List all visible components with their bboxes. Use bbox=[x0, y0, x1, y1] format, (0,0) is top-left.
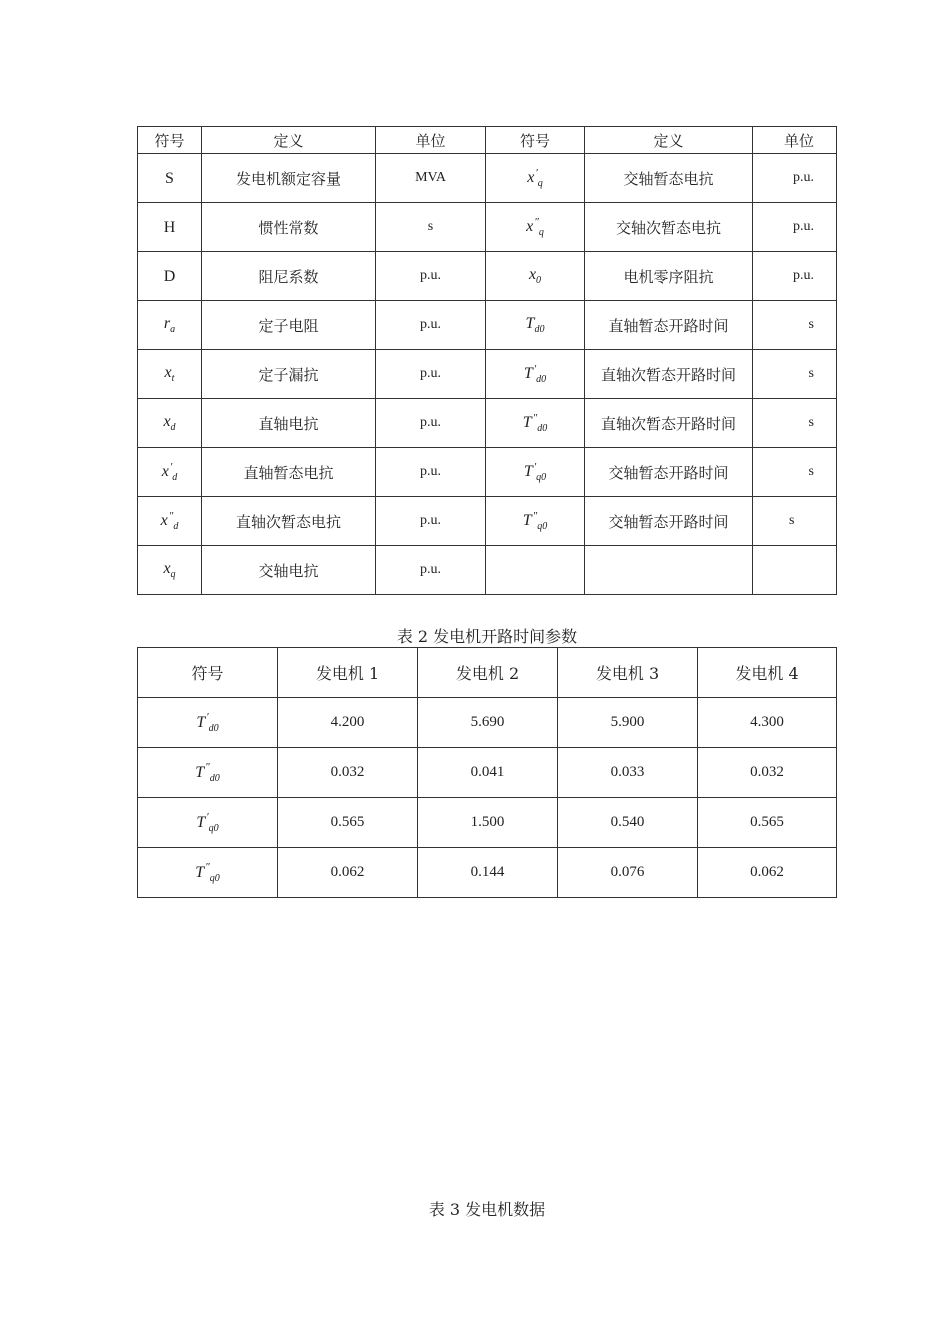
value-cell-generator-3: 0.076 bbox=[558, 848, 698, 898]
symbol-base: T bbox=[196, 713, 206, 731]
math-symbol bbox=[161, 460, 178, 484]
definition-cell: 直轴次暂态电抗 bbox=[202, 497, 376, 546]
symbol-cell bbox=[138, 154, 202, 203]
symbol-cell bbox=[138, 848, 278, 898]
math-symbol bbox=[164, 364, 175, 385]
symbol-cell bbox=[138, 546, 202, 595]
unit-cell bbox=[753, 546, 837, 595]
unit-cell: s bbox=[753, 399, 837, 448]
math-symbol bbox=[525, 315, 545, 336]
math-symbol bbox=[163, 315, 176, 336]
unit-cell: p.u. bbox=[753, 252, 837, 301]
value-cell-generator-3: 0.033 bbox=[558, 748, 698, 798]
header-definition: 定义 bbox=[585, 127, 753, 154]
symbol-cell bbox=[138, 203, 202, 252]
header-generator-3: 发电机 3 bbox=[558, 648, 698, 698]
symbol-subscript: q bbox=[538, 227, 544, 239]
symbol-base: x bbox=[164, 364, 172, 382]
symbol-cell bbox=[486, 399, 585, 448]
symbol-base: D bbox=[163, 267, 176, 285]
table-row bbox=[138, 798, 837, 848]
symbol-base: r bbox=[163, 315, 171, 333]
symbol-subscript: q bbox=[537, 178, 543, 190]
table-row bbox=[138, 848, 837, 898]
symbol-subscript: d bbox=[172, 472, 178, 484]
header-unit: 单位 bbox=[753, 127, 837, 154]
symbol-subscript: q0 bbox=[209, 872, 220, 884]
symbol-subscript: d bbox=[173, 521, 179, 533]
definition-cell: 交轴暂态开路时间 bbox=[585, 497, 753, 546]
symbol-prime: ′ bbox=[169, 460, 173, 473]
definition-cell: 发电机额定容量 bbox=[202, 154, 376, 203]
unit-cell: MVA bbox=[376, 154, 486, 203]
header-generator-4: 发电机 4 bbox=[698, 648, 837, 698]
symbol-base: x bbox=[163, 560, 171, 578]
unit-cell: s bbox=[753, 350, 837, 399]
table-row bbox=[138, 546, 837, 595]
definition-cell: 交轴电抗 bbox=[202, 546, 376, 595]
symbol-cell bbox=[486, 546, 585, 595]
symbol-cell bbox=[138, 748, 278, 798]
unit-cell: p.u. bbox=[376, 546, 486, 595]
math-symbol bbox=[160, 509, 179, 533]
symbol-prime: ″ bbox=[532, 411, 538, 424]
symbol-cell bbox=[486, 154, 585, 203]
symbol-cell bbox=[486, 497, 585, 546]
header-definition: 定义 bbox=[202, 127, 376, 154]
value-cell-generator-2: 5.690 bbox=[418, 698, 558, 748]
definition-cell: 直轴暂态开路时间 bbox=[585, 301, 753, 350]
table2-caption: 表 2 发电机开路时间参数 bbox=[396, 627, 578, 646]
math-symbol bbox=[165, 170, 174, 187]
unit-cell: s bbox=[753, 497, 837, 546]
symbol-subscript: q0 bbox=[208, 822, 219, 834]
math-symbol bbox=[522, 411, 548, 435]
symbol-cell bbox=[138, 350, 202, 399]
symbol-base: x bbox=[527, 169, 535, 187]
math-symbol bbox=[526, 215, 544, 239]
table-row bbox=[138, 399, 837, 448]
symbol-prime: ′ bbox=[535, 166, 538, 179]
symbol-prime: ″ bbox=[534, 215, 539, 228]
symbol-cell bbox=[138, 301, 202, 350]
value-cell-generator-2: 1.500 bbox=[418, 798, 558, 848]
math-symbol bbox=[195, 861, 220, 884]
math-symbol bbox=[527, 166, 543, 190]
value-cell-generator-2: 0.041 bbox=[418, 748, 558, 798]
symbol-subscript: d0 bbox=[537, 423, 548, 435]
unit-cell: p.u. bbox=[376, 301, 486, 350]
symbol-cell bbox=[138, 698, 278, 748]
math-symbol bbox=[523, 460, 547, 484]
unit-cell: p.u. bbox=[376, 448, 486, 497]
math-symbol bbox=[523, 362, 547, 386]
symbol-base: T bbox=[523, 463, 533, 481]
symbol-subscript: d0 bbox=[208, 722, 219, 734]
symbol-base: S bbox=[165, 169, 174, 187]
table-header-row bbox=[138, 127, 837, 154]
math-symbol bbox=[196, 711, 219, 734]
definition-cell: 直轴次暂态开路时间 bbox=[585, 399, 753, 448]
header-unit: 单位 bbox=[376, 127, 486, 154]
symbol-base: T bbox=[522, 512, 532, 530]
unit-cell: p.u. bbox=[376, 350, 486, 399]
symbol-base: H bbox=[163, 218, 176, 236]
unit-cell: p.u. bbox=[376, 497, 486, 546]
symbol-cell bbox=[138, 399, 202, 448]
value-cell-generator-4: 0.565 bbox=[698, 798, 837, 848]
symbol-prime: ″ bbox=[168, 509, 174, 522]
symbol-cell bbox=[138, 798, 278, 848]
symbol-cell bbox=[486, 301, 585, 350]
symbol-base: T bbox=[522, 414, 532, 432]
definition-cell: 直轴次暂态开路时间 bbox=[585, 350, 753, 399]
table-row bbox=[138, 350, 837, 399]
definition-cell: 交轴次暂态电抗 bbox=[585, 203, 753, 252]
definition-cell: 直轴电抗 bbox=[202, 399, 376, 448]
value-cell-generator-4: 0.032 bbox=[698, 748, 837, 798]
definition-cell: 交轴暂态电抗 bbox=[585, 154, 753, 203]
value-cell-generator-1: 0.062 bbox=[278, 848, 418, 898]
symbol-cell bbox=[486, 448, 585, 497]
math-symbol bbox=[528, 266, 542, 287]
open-circuit-time-table bbox=[137, 647, 837, 898]
value-cell-generator-1: 0.032 bbox=[278, 748, 418, 798]
symbol-cell bbox=[486, 350, 585, 399]
definition-cell: 定子电阻 bbox=[202, 301, 376, 350]
symbol-cell bbox=[138, 497, 202, 546]
table-header-row bbox=[138, 648, 837, 698]
symbol-base: x bbox=[528, 266, 537, 284]
definition-cell: 阻尼系数 bbox=[202, 252, 376, 301]
symbol-base: x bbox=[160, 512, 168, 530]
symbol-subscript: 0 bbox=[536, 275, 542, 287]
unit-cell: s bbox=[753, 301, 837, 350]
symbol-subscript: d bbox=[170, 422, 176, 434]
symbol-base: T bbox=[196, 813, 206, 831]
symbol-base: x bbox=[161, 463, 169, 481]
math-symbol bbox=[522, 509, 548, 533]
math-symbol bbox=[195, 761, 220, 784]
unit-cell: s bbox=[376, 203, 486, 252]
symbol-subscript: d0 bbox=[536, 374, 547, 386]
table-row bbox=[138, 497, 837, 546]
symbol-prime: ′ bbox=[533, 362, 537, 375]
symbol-prime: ′ bbox=[206, 711, 209, 724]
header-generator-1: 发电机 1 bbox=[278, 648, 418, 698]
symbol-subscript: d0 bbox=[209, 772, 220, 784]
header-symbol: 符号 bbox=[138, 648, 278, 698]
symbol-cell bbox=[138, 448, 202, 497]
symbol-cell bbox=[138, 252, 202, 301]
value-cell-generator-1: 4.200 bbox=[278, 698, 418, 748]
generator-parameter-definitions-table bbox=[137, 126, 837, 595]
symbol-base: x bbox=[526, 218, 534, 236]
value-cell-generator-4: 0.062 bbox=[698, 848, 837, 898]
symbol-subscript: t bbox=[171, 373, 175, 385]
table-row bbox=[138, 154, 837, 203]
table-row bbox=[138, 301, 837, 350]
unit-cell: p.u. bbox=[753, 154, 837, 203]
symbol-prime: ′ bbox=[206, 811, 209, 824]
table-row bbox=[138, 698, 837, 748]
symbol-subscript: q0 bbox=[536, 472, 547, 484]
math-symbol bbox=[196, 811, 219, 834]
definition-cell bbox=[585, 546, 753, 595]
unit-cell: p.u. bbox=[376, 252, 486, 301]
definition-cell: 直轴暂态电抗 bbox=[202, 448, 376, 497]
value-cell-generator-3: 5.900 bbox=[558, 698, 698, 748]
symbol-base: T bbox=[195, 863, 205, 881]
unit-cell: p.u. bbox=[753, 203, 837, 252]
unit-cell: s bbox=[753, 448, 837, 497]
header-generator-2: 发电机 2 bbox=[418, 648, 558, 698]
symbol-subscript: a bbox=[170, 324, 176, 336]
header-symbol: 符号 bbox=[138, 127, 202, 154]
symbol-prime: ″ bbox=[205, 861, 210, 874]
header-symbol: 符号 bbox=[486, 127, 585, 154]
symbol-prime: ″ bbox=[205, 761, 210, 774]
table-row bbox=[138, 448, 837, 497]
symbol-subscript: q bbox=[170, 569, 176, 581]
definition-cell: 惯性常数 bbox=[202, 203, 376, 252]
math-symbol bbox=[163, 560, 176, 581]
math-symbol bbox=[163, 413, 176, 434]
symbol-base: T bbox=[525, 315, 535, 333]
math-symbol bbox=[164, 219, 176, 236]
table-row bbox=[138, 748, 837, 798]
table3-caption: 表 3 发电机数据 bbox=[428, 1200, 546, 1219]
table-row bbox=[138, 203, 837, 252]
symbol-prime: ″ bbox=[532, 509, 538, 522]
math-symbol bbox=[164, 268, 176, 285]
symbol-subscript: q0 bbox=[537, 521, 548, 533]
definition-cell: 定子漏抗 bbox=[202, 350, 376, 399]
symbol-base: T bbox=[195, 763, 205, 781]
value-cell-generator-4: 4.300 bbox=[698, 698, 837, 748]
value-cell-generator-3: 0.540 bbox=[558, 798, 698, 848]
value-cell-generator-2: 0.144 bbox=[418, 848, 558, 898]
table-row bbox=[138, 252, 837, 301]
symbol-prime: ′ bbox=[533, 460, 537, 473]
symbol-base: x bbox=[163, 413, 171, 431]
symbol-base: T bbox=[523, 365, 533, 383]
symbol-cell bbox=[486, 203, 585, 252]
definition-cell: 交轴暂态开路时间 bbox=[585, 448, 753, 497]
value-cell-generator-1: 0.565 bbox=[278, 798, 418, 848]
symbol-cell bbox=[486, 252, 585, 301]
unit-cell: p.u. bbox=[376, 399, 486, 448]
definition-cell: 电机零序阻抗 bbox=[585, 252, 753, 301]
symbol-subscript: d0 bbox=[534, 324, 545, 336]
